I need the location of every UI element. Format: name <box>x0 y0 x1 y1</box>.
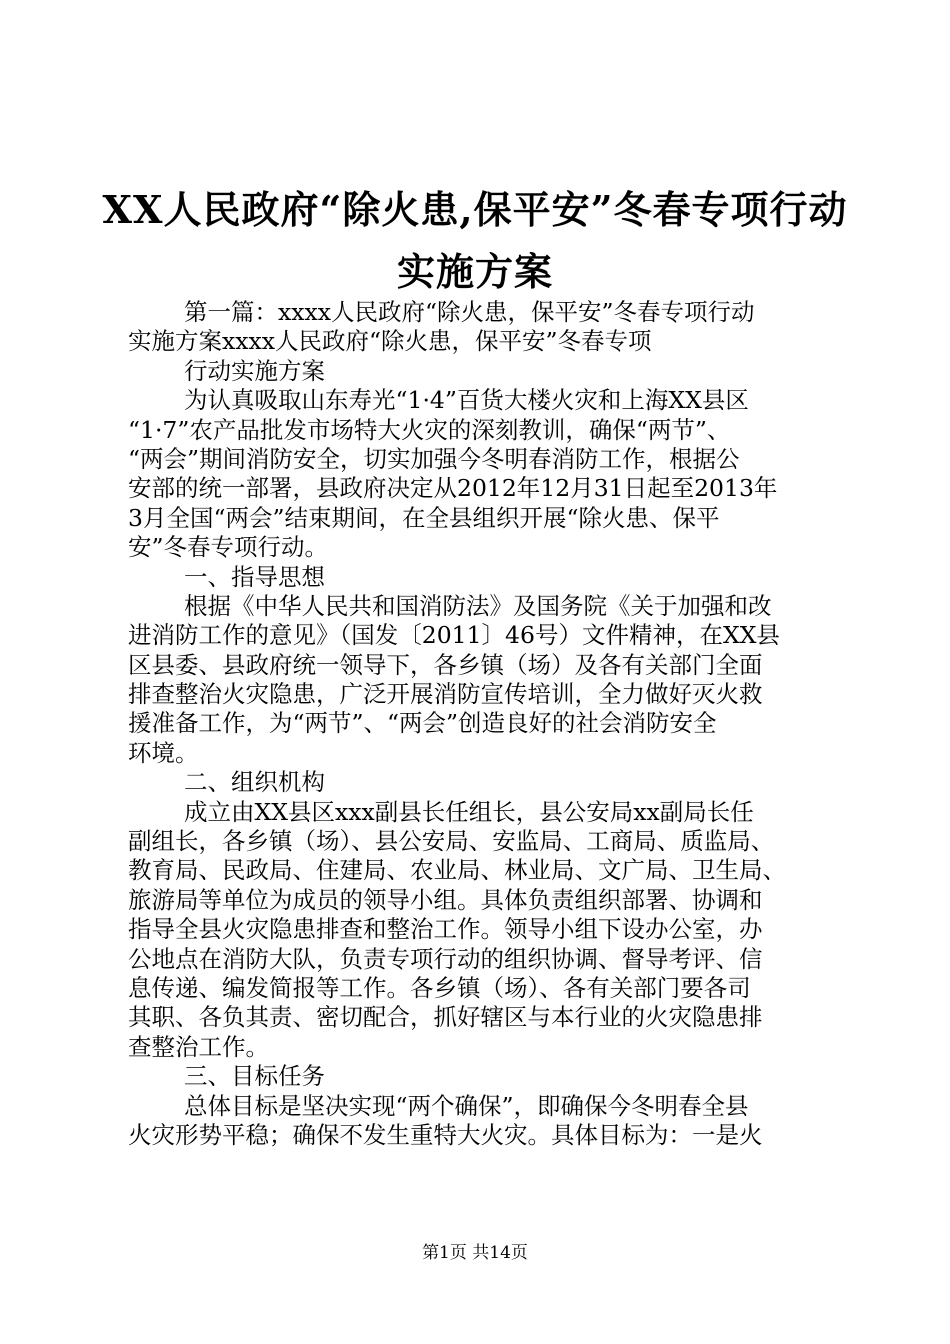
body-line: 总体目标是坚决实现“两个确保”，即确保今冬明春全县 <box>184 1091 749 1120</box>
body-line: 区县委、县政府统一领导下，各乡镇（场）及各有关部门全面 <box>128 650 763 679</box>
body-line: 息传递、编发简报等工作。各乡镇（场）、各有关部门要各司 <box>128 973 751 1002</box>
body-line: 副组长，各乡镇（场）、县公安局、安监局、工商局、质监局、 <box>128 827 775 856</box>
body-line: 安”冬春专项行动。 <box>128 533 329 562</box>
body-line: “1·7”农产品批发市场特大火灾的深刻教训，确保“两节”、 <box>128 415 731 444</box>
body-line: 安部的统一部署，县政府决定从2012年12月31日起至2013年 <box>128 474 778 503</box>
body-line: 行动实施方案 <box>184 356 325 385</box>
body-line: 进消防工作的意见》（国发〔2011〕46号）文件精神，在XX县 <box>128 621 780 650</box>
body-line: 为认真吸取山东寿光“1·4”百货大楼火灾和上海XX县区 <box>184 386 749 415</box>
body-line: 旅游局等单位为成员的领导小组。具体负责组织部署、协调和 <box>128 885 763 914</box>
body-line: 火灾形势平稳；确保不发生重特大火灾。具体目标为：一是火 <box>128 1120 763 1149</box>
body-line: 环境。 <box>128 738 199 767</box>
body-line: 三、目标任务 <box>184 1062 325 1091</box>
body-line: 3月全国“两会”结束期间，在全县组织开展“除火患、保平 <box>128 503 720 532</box>
body-line: 教育局、民政局、住建局、农业局、林业局、文广局、卫生局、 <box>128 856 786 885</box>
body-line: 根据《中华人民共和国消防法》及国务院《关于加强和改 <box>184 591 772 620</box>
body-line: 排查整治火灾隐患，广泛开展消防宣传培训，全力做好灭火救 <box>128 680 763 709</box>
body-line: 二、组织机构 <box>184 768 325 797</box>
body-line: 指导全县火灾隐患排查和整治工作。领导小组下设办公室，办 <box>128 915 763 944</box>
document-body <box>128 298 830 1150</box>
body-line: 公地点在消防大队，负责专项行动的组织协调、督导考评、信 <box>128 944 763 973</box>
body-line: 其职、各负其责、密切配合，抓好辖区与本行业的火灾隐患排 <box>128 1003 763 1032</box>
body-line: 查整治工作。 <box>128 1032 269 1061</box>
body-line: 第一篇：xxxx人民政府“除火患，保平安”冬春专项行动 <box>184 298 755 326</box>
document-title-line2: 实施方案 <box>396 249 553 294</box>
body-line: 实施方案xxxx人民政府“除火患，保平安”冬春专项 <box>128 327 652 356</box>
body-line: “两会”期间消防安全，切实加强今冬明春消防工作，根据公 <box>128 444 740 473</box>
page-footer: 第1页 共14页 <box>422 1243 528 1263</box>
document-title-line1: XX人民政府“除火患,保平安”冬春专项行动 <box>102 187 848 232</box>
body-line: 援准备工作，为“两节”、“两会”创造良好的社会消防安全 <box>128 709 717 738</box>
body-line: 一、指导思想 <box>184 562 325 591</box>
body-line: 成立由XX县区xxx副县长任组长，县公安局xx副局长任 <box>184 797 754 826</box>
